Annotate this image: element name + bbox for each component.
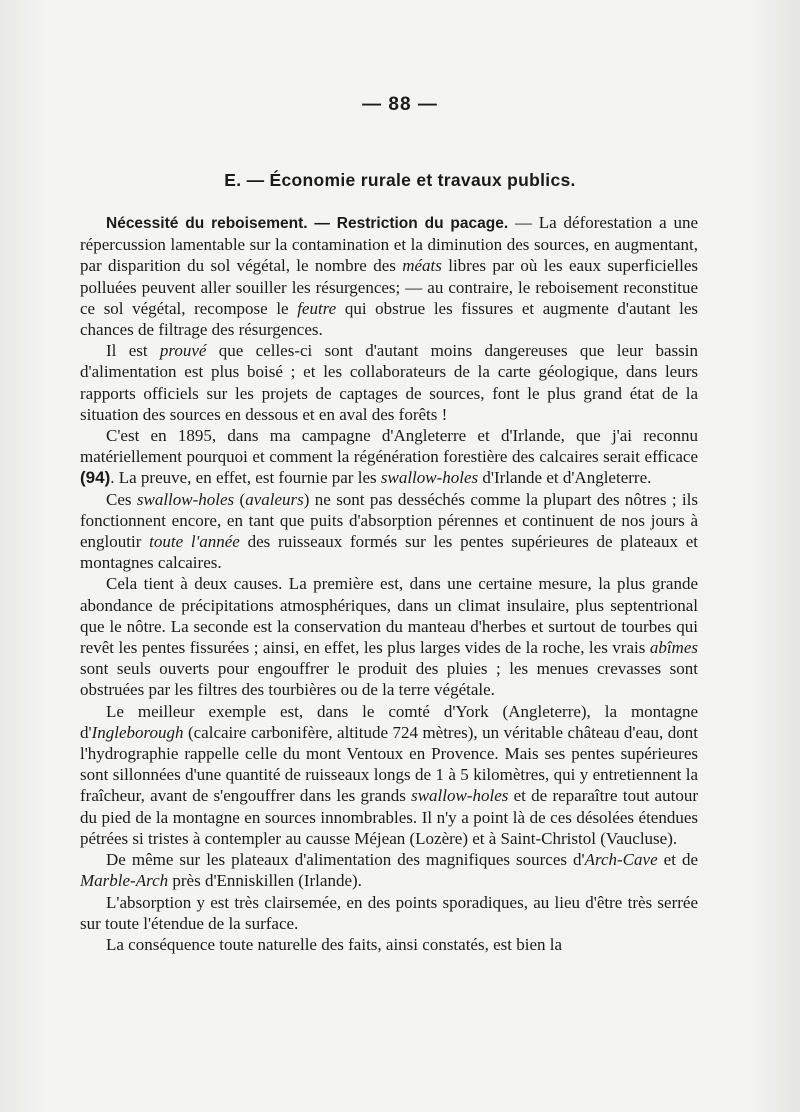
text-run: Ces [106, 489, 137, 509]
text-run: et de [657, 850, 698, 870]
text-run: . La preuve, en effet, est fournie par les [110, 468, 381, 488]
paragraph-7 [80, 849, 698, 891]
paragraph-4 [80, 489, 698, 574]
text-run: sont seuls ouverts pour engouffrer le produit des pluies ; les menues crevasses sont obstruées par les filtres des tourbières ou de la terre végétale. [80, 659, 698, 700]
paragraph-5 [80, 573, 698, 700]
text-run: De même sur les plateaux d'alimentation des magnifiques sources d' [106, 850, 585, 870]
italic-term: abîmes [649, 638, 698, 658]
italic-term: Arch-Cave [584, 850, 658, 870]
text-run: ) ne sont pas desséchés comme la plupart des nôtres ; ils fonctionnent encore, en tant que puits d'absorption pérennes et continuent de nos jours à engloutir [80, 489, 698, 552]
text-run: L'absorption y est très clairsemée, en des points sporadiques, au lieu d'être très serrée sur toute l'étendue de la surface. [80, 892, 698, 933]
section-heading: E. — Économie rurale et travaux publics. [224, 170, 576, 190]
italic-term: avaleurs [245, 489, 304, 509]
italic-term: Ingleborough [91, 722, 184, 742]
text-run: près d'Enniskillen (Irlande). [168, 871, 362, 891]
text-run: — La déforestation a une répercussion lamentable sur la contamination et la diminution des sources, en augmentant, par disparition du sol végétal, le nombre des [80, 213, 698, 276]
paragraph-9 [80, 934, 698, 955]
text-run: Il est [106, 341, 160, 361]
paragraph-2 [80, 340, 698, 425]
text-run: (calcaire carbonifère, altitude 724 mètres), un véritable château d'eau, dont l'hydrographie rappelle celle du mont Ventoux en Provence. Mais ses pentes supérieures sont sillonnées d'une quantité de ruisseaux longs de 1 à 5 kilomètres, qui y entretiennent la fraîcheur, avant de s'engouffrer dans les grands [80, 722, 698, 806]
italic-term: feutre [297, 298, 337, 318]
italic-term: méats [402, 256, 442, 276]
text-run: Le meilleur exemple est, dans le comté d'York (Angleterre), la montagne d' [80, 701, 698, 742]
paragraph-1 [80, 212, 698, 340]
italic-term: swallow-holes [136, 489, 235, 509]
text-run: ( [234, 489, 246, 509]
text-run: que celles-ci sont d'autant moins dangereuses que leur bassin d'alimentation est plus boisé ; et les collaborateurs de la carte géologique, dans leurs rapports officiels sur les projets de captages de sources, font le plus grand état de la situation des sources en dessous et en aval des forêts ! [80, 341, 698, 424]
text-run: des ruisseaux formés sur les pentes supérieures de plateaux et montagnes calcaires. [80, 532, 698, 573]
italic-term: swallow-holes [380, 468, 479, 488]
text-run: et de reparaître tout autour du pied de la montagne en sources innombrables. Il n'y a point là de ces désolées étendues pétrées si tristes à contempler au causse Méjean (Lozère) et à Saint-Christol (Vaucluse). [80, 786, 698, 848]
text-run: qui obstrue les fissures et augmente d'autant les chances de filtrage des résurgences. [80, 298, 698, 340]
text-run: C'est en 1895, dans ma campagne d'Angleterre et d'Irlande, que j'ai reconnu matériellement pourquoi et comment la régénération forestière des calcaires serait efficace [80, 426, 698, 467]
paragraph-3 [80, 425, 698, 489]
text-run: Cela tient à deux causes. La première est, dans une certaine mesure, la plus grande abondance de précipitations atmosphériques, dans un climat insulaire, plus septentrional que le nôtre. La seconde est la conservation du manteau d'herbes et surtout de tourbes qui revêt les pentes fissurées ; ainsi, en effet, les plus larges vides de la roche, les vrais [80, 574, 698, 658]
text-run: La conséquence toute naturelle des faits, ainsi constatés, est bien la [106, 934, 563, 954]
italic-term: toute l'année [149, 532, 240, 552]
text-run: d'Irlande et d'Angleterre. [478, 468, 652, 488]
reference-number: (94) [80, 468, 111, 488]
body-text [80, 212, 698, 955]
italic-term: Marble-Arch [80, 871, 169, 891]
paragraph-lead: Nécessité du reboisement. — Restriction du pacage. [106, 215, 509, 232]
italic-term: swallow-holes [411, 786, 509, 806]
italic-term: prouvé [159, 341, 207, 361]
page-number: — 88 — [362, 94, 438, 115]
paragraph-6 [80, 701, 698, 849]
text-run: libres par où les eaux superficielles polluées peuvent aller souiller les résurgences; — au contraire, le reboisement reconstitue ce sol végétal, recompose le [80, 256, 699, 318]
paragraph-8 [80, 892, 698, 934]
